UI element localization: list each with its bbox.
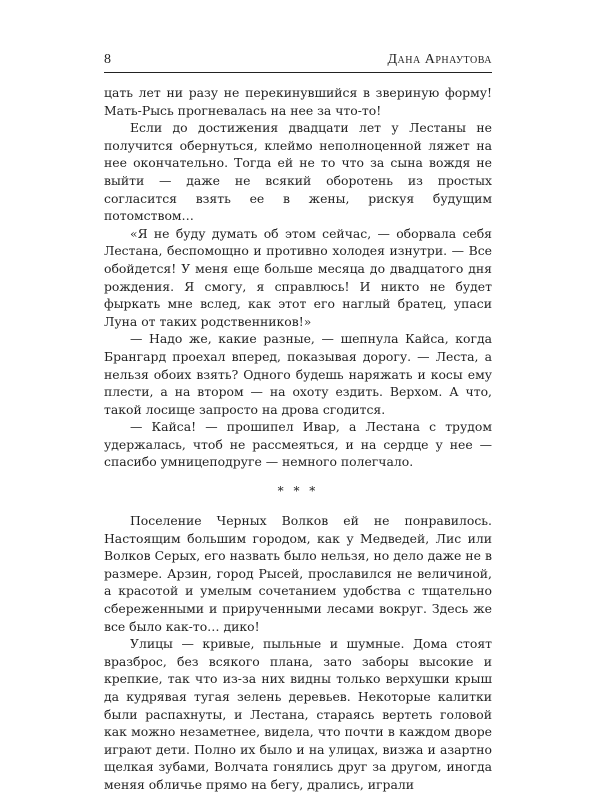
- paragraph: Поселение Черных Волков ей не понравилось. Настоящим большим городом, как у Медведей, Лис или Волков Серых, его назвать было нельзя, но дело даже не в размере. Арзин, город Рысей, прославился не величиной, а красотой и умелым сочетанием удобства с тщательно сбереженными и прирученными лесами вокруг. Здесь же все было как-то… дико!: [104, 513, 492, 634]
- page-number: 8: [104, 52, 111, 67]
- paragraph: цать лет ни разу не перекинувшийся в звериную форму! Мать-Рысь прогневалась на нее за что-то!: [104, 85, 492, 118]
- paragraph: Улицы — кривые, пыльные и шумные. Дома стоят вразброс, без всякого плана, зато заборы высокие и крепкие, так что из-за них видны только верхушки крыш да кудрявая тугая зелень деревьев. Некоторые калитки были распахнуты, и Лестана, стараясь вертеть головой как можно незаметнее, видела, что почти в каждом дворе играют дети. Полно их было и на улицах, визжа и азартно щелкая зубами, Волчата гонялись друг за другом, иногда меняя обличье прямо на бегу, дрались, играли: [104, 636, 492, 792]
- body-text: [104, 84, 492, 794]
- paragraph: — Кайса! — прошипел Ивар, а Лестана с трудом удержалась, чтоб не рассмеяться, и на сердце у нее — спасибо умницеподруге — немного полегчало.: [104, 419, 492, 470]
- section-separator: * * *: [277, 484, 319, 499]
- running-header: [104, 52, 492, 73]
- paragraph: Если до достижения двадцати лет у Лестаны не получится обернуться, клеймо неполноценной ляжет на нее окончательно. Тогда ей не то что за сына вождя не выйти — даже не всякий оборотень из простых согласится взять ее в жены, рискуя будущим потомством…: [104, 120, 492, 224]
- author-name: Дана Арнаутова: [387, 52, 492, 67]
- paragraph: «Я не буду думать об этом сейчас, — оборвала себя Лестана, беспомощно и противно холодея изнутри. — Все обойдется! У меня еще больше месяца до двадцатого дня рождения. Я смогу, я справлюсь! И никто не будет фыркать мне вслед, как этот его наглый братец, упаси Луна от таких родственников!»: [104, 225, 492, 329]
- paragraph: — Надо же, какие разные, — шепнула Кайса, когда Брангард проехал вперед, показывая дорогу. — Леста, а нельзя обоих взять? Одного будешь наряжать и косы ему плести, а на втором — на охоту ездить. Верхом. А что, такой лосище запросто на дрова сгодится.: [104, 331, 492, 417]
